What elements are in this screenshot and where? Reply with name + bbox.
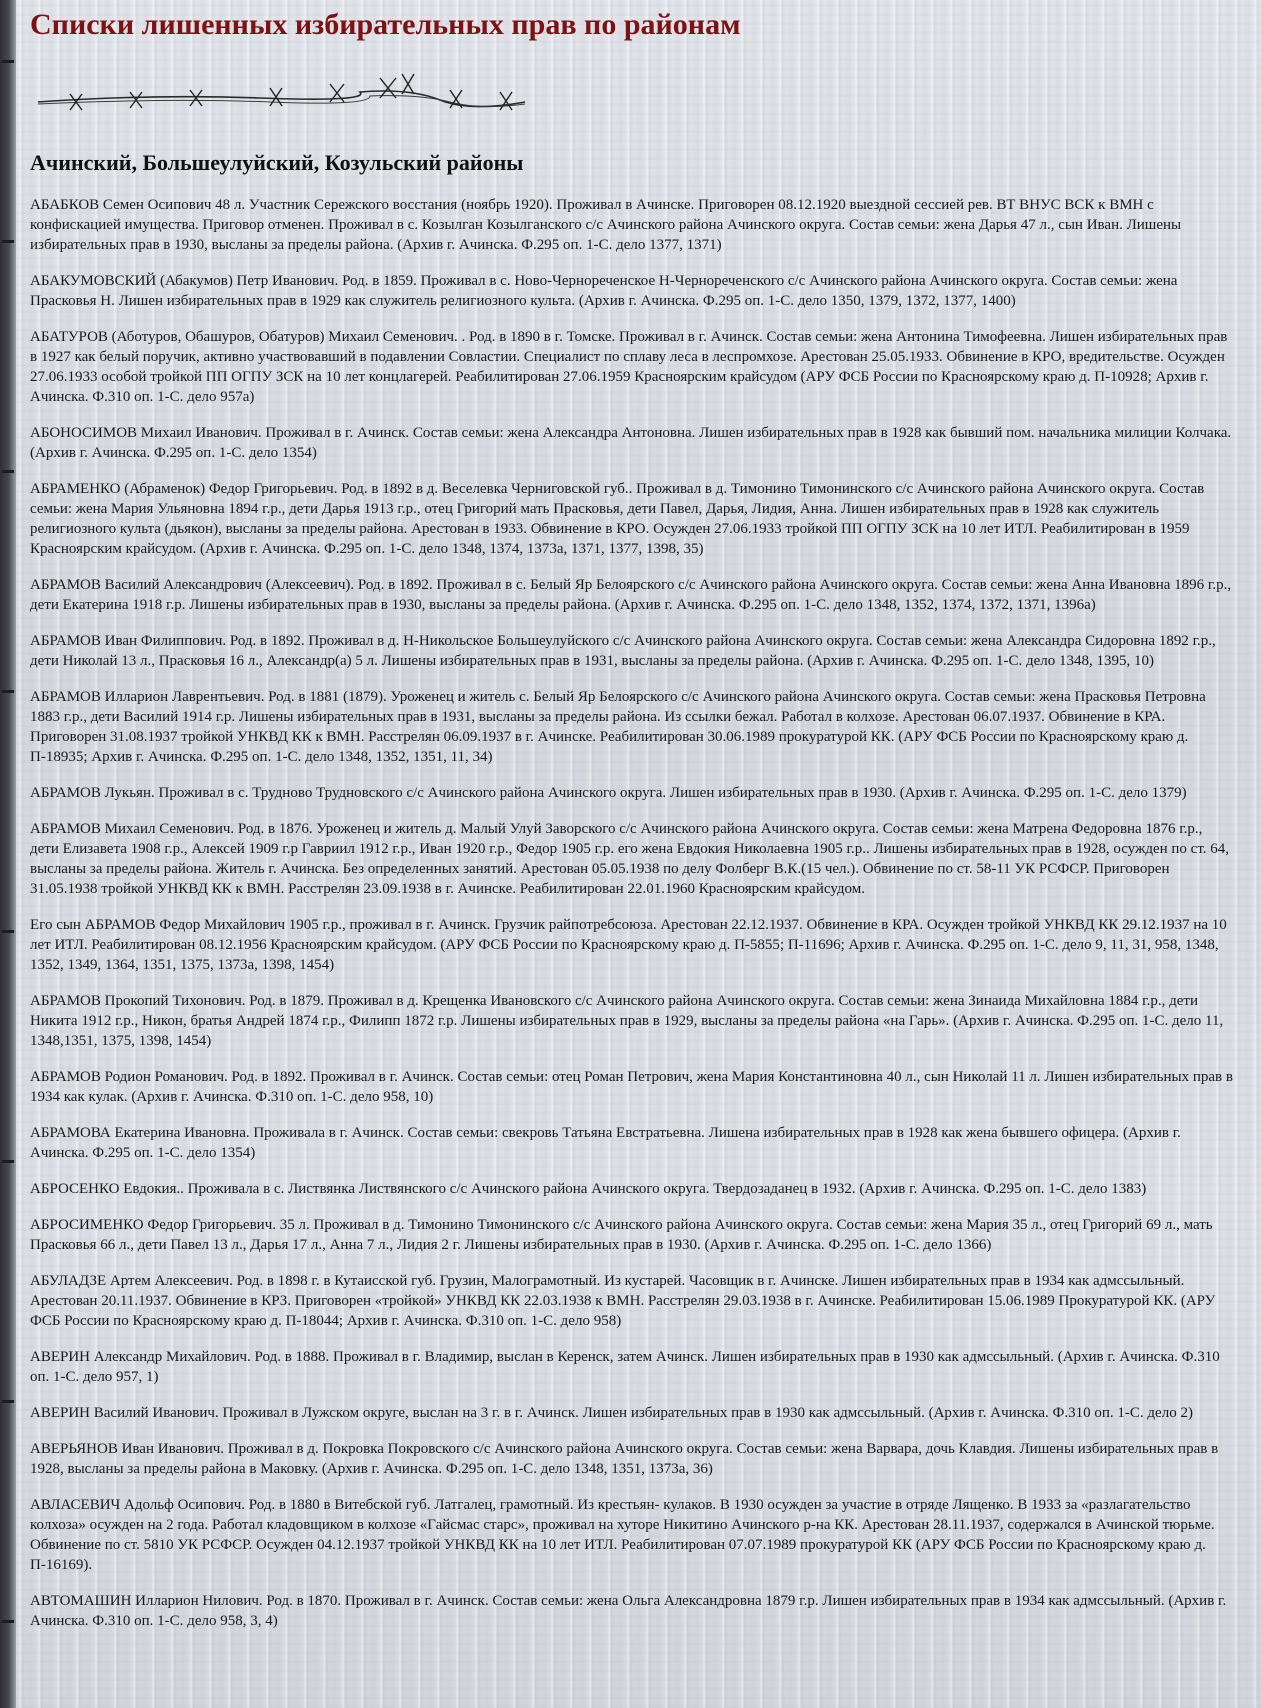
border-mark xyxy=(2,1400,14,1403)
list-item: АВЕРЬЯНОВ Иван Иванович. Проживал в д. Покровка Покровского с/с Ачинского района Ачинского округа. Состав семьи: жена Варвара, дочь Клавдия. Лишены избирательных прав в 1928, высланы за пределы района в Маковку. (Архив г. Ачинска. Ф.295 оп. 1-С. дело 1348, 1351, 1373а, 36) xyxy=(30,1441,1219,1477)
list-item: АВТОМАШИН Илларион Нилович. Род. в 1870. Проживал в г. Ачинск. Состав семьи: жена Ольга Александровна 1879 г.р. Лишен избирательных прав в 1934 как адмссыльный. (Архив г. Ачинска. Ф.310 оп. 1-С. дело 958, 3, 4) xyxy=(30,1593,1227,1629)
list-item: АБРАМОВ Родион Романович. Род. в 1892. Проживал в г. Ачинск. Состав семьи: отец Роман Петрович, жена Мария Константиновна 40 л., сын Николай 11 л. Лишен избирательных прав в 1934 как кулак. (Архив г. Ачинска. Ф.310 оп. 1-С. дело 958, 10) xyxy=(30,1069,1233,1105)
list-item: АБАТУРОВ (Аботуров, Обашуров, Обатуров) Михаил Семенович. . Род. в 1890 в г. Томске. Проживал в г. Ачинск. Состав семьи: жена Антонина Тимофеевна. Лишен избирательных прав в 1927 как белый поручик, активно участвовавший в подавлении Совластии. Специалист по сплаву леса в леспромхозе. Арестован 25.05.1933. Обвинение в КРО, вредительстве. Осужден 27.06.1933 особой тройкой ПП ОГПУ ЗСК на 10 лет концлагерей. Реабилитирован 27.06.1959 Красноярским крайсудом (АРУ ФСБ России по Красноярскому краю д. П-10928; Архив г. Ачинска. Ф.310 оп. 1-С. дело 957а) xyxy=(30,329,1228,405)
list-item: АБРАМЕНКО (Абраменок) Федор Григорьевич. Род. в 1892 в д. Веселевка Черниговской губ.. Проживал в д. Тимонино Тимонинского с/с Ачинского района Ачинского округа. Состав семьи: жена Мария Ульяновна 1894 г.р., дети Дарья 1913 г.р., отец Григорий мать Прасковья, дети Павел, Дарья, Лидия, Анна. Лишен избирательных прав в 1928 как служитель религиозного культа (дьякон), высланы за пределы района. Арестован в 1933. Обвинение в КРО. Осужден 27.06.1933 тройкой ПП ОГПУ ЗСК на 10 лет ИТЛ. Реабилитирован в 1959 Красноярским крайсудом. (Архив г. Ачинска. Ф.295 оп. 1-С. дело 1348, 1374, 1373а, 1371, 1377, 1398, 35) xyxy=(30,481,1205,557)
list-item: АБАКУМОВСКИЙ (Абакумов) Петр Иванович. Род. в 1859. Проживал в с. Ново-Чернореченское Н-Чернореченского с/с Ачинского района Ачинского округа. Состав семьи: жена Прасковья Н. Лишен избирательных прав в 1929 как служитель религиозного культа. (Архив г. Ачинска. Ф.295 оп. 1-С. дело 1350, 1379, 1372, 1377, 1400) xyxy=(30,273,1178,309)
list-item: АБРОСЕНКО Евдокия.. Проживала в с. Листвянка Листвянского с/с Ачинского района Ачинского округа. Твердозаданец в 1932. (Архив г. Ачинска. Ф.295 оп. 1-С. дело 1383) xyxy=(30,1181,1147,1197)
border-mark xyxy=(2,1620,14,1623)
list-item: АБОНОСИМОВ Михаил Иванович. Проживал в г. Ачинск. Состав семьи: жена Александра Антоновна. Лишен избирательных прав в 1928 как бывший пом. начальника милиции Колчака. (Архив г. Ачинска. Ф.295 оп. 1-С. дело 1354) xyxy=(30,425,1232,461)
list-item: АБРАМОВ Михаил Семенович. Род. в 1876. Уроженец и житель д. Малый Улуй Заворского с/с Ачинского района Ачинского округа. Состав семьи: жена Матрена Федоровна 1876 г.р., дети Елизавета 1908 г.р., Алексей 1909 г.р Гавриил 1912 г.р., Иван 1920 г.р., Федор 1905 г.р. его жена Евдокия Николаевна 1905 г.р.. Лишены избирательных прав в 1928, осужден по ст. 64, высланы за пределы района. Житель г. Ачинска. Без определенных занятий. Арестован 05.05.1938 по делу Фолберг В.К.(15 чел.). Обвинение по ст. 58-11 УК РСФСР. Приговорен 31.05.1938 тройкой УНКВД КК к ВМН. Расстрелян 23.09.1938 в г. Ачинске. Реабилитирован 22.01.1960 Красноярским крайсудом. xyxy=(30,821,1230,897)
list-item: АБРАМОВ Лукьян. Проживал в с. Трудново Трудновского с/с Ачинского района Ачинского округа. Лишен избирательных прав в 1930. (Архив г. Ачинска. Ф.295 оп. 1-С. дело 1379) xyxy=(30,785,1187,801)
list-item: АБРАМОВ Илларион Лаврентьевич. Род. в 1881 (1879). Уроженец и житель с. Белый Яр Белоярского с/с Ачинского района Ачинского округа. Состав семьи: жена Прасковья Петровна 1883 г.р., дети Василий 1914 г.р. Лишены избирательных прав в 1931, высланы за пределы района. Из ссылки бежал. Работал в колхозе. Арестован 06.07.1937. Обвинение в КРА. Приговорен 31.08.1937 тройкой УНКВД КК к ВМН. Расстрелян 06.09.1937 в г. Ачинске. Реабилитирован 30.06.1989 прокуратурой КК. (АРУ ФСБ России по Красноярскому краю д. П-18935; Архив г. Ачинска. Ф.295 оп. 1-С. дело 1348, 1352, 1351, 11, 34) xyxy=(30,689,1206,765)
entries-list xyxy=(30,195,1235,1647)
list-item: АБРАМОВ Прокопий Тихонович. Род. в 1879. Проживал в д. Крещенка Ивановского с/с Ачинского района Ачинского округа. Состав семьи: жена Зинаида Михайловна 1884 г.р., дети Никита 1912 г.р., Никон, братья Андрей 1874 г.р., Филипп 1872 г.р. Лишены избирательных прав в 1929, высланы за пределы района «на Гарь». (Архив г. Ачинска. Ф.295 оп. 1-С. дело 11, 1348,1351, 1375, 1398, 1454) xyxy=(30,993,1224,1049)
border-mark xyxy=(2,60,14,63)
list-item: Его сын АБРАМОВ Федор Михайлович 1905 г.р., проживал в г. Ачинск. Грузчик райпотребсоюза. Арестован 22.12.1937. Обвинение в КРА. Осужден тройкой УНКВД КК 29.12.1937 на 10 лет ИТЛ. Реабилитирован 08.12.1956 Красноярским крайсудом. (АРУ ФСБ России по Красноярскому краю д. П-5855; П-11696; Архив г. Ачинска. Ф.295 оп. 1-С. дело 9, 11, 31, 958, 1348, 1352, 1349, 1364, 1351, 1375, 1373а, 1398, 1454) xyxy=(30,917,1227,973)
list-item: АБРАМОВ Василий Александрович (Алексеевич). Род. в 1892. Проживал в с. Белый Яр Белоярского с/с Ачинского района Ачинского округа. Состав семьи: жена Анна Ивановна 1896 г.р., дети Екатерина 1918 г.р. Лишены избирательных прав в 1930, высланы за пределы района. (Архив г. Ачинска. Ф.295 оп. 1-С. дело 1348, 1352, 1374, 1372, 1371, 1396а) xyxy=(30,577,1232,613)
list-item: АБРАМОВА Екатерина Ивановна. Проживала в г. Ачинск. Состав семьи: свекровь Татьяна Евстратьевна. Лишена избирательных прав в 1928 как жена бывшего офицера. (Архив г. Ачинска. Ф.295 оп. 1-С. дело 1354) xyxy=(30,1125,1181,1161)
list-item: АВЛАСЕВИЧ Адольф Осипович. Род. в 1880 в Витебской губ. Латгалец, грамотный. Из крестьян- кулаков. В 1930 осужден за участие в отряде Лященко. В 1933 за «разлагательство колхоза» осужден на 2 года. Работал кладовщиком в колхозе «Гайсмас старс», проживал на хуторе Никитино Ачинского р-на КК. Арестован 28.11.1937, содержался в Ачинской тюрьме. Обвинение по ст. 5810 УК РСФСР. Осужден 04.12.1937 тройкой УНКВД КК на 10 лет ИТЛ. Реабилитирован 07.07.1989 прокуратурой КК (АРУ ФСБ России по Красноярскому краю д. П-16169). xyxy=(30,1497,1215,1573)
border-mark xyxy=(2,470,14,473)
barbed-wire-icon xyxy=(30,72,530,122)
list-item: АБУЛАДЗЕ Артем Алексеевич. Род. в 1898 г. в Кутаисской губ. Грузин, Малограмотный. Из кустарей. Часовщик в г. Ачинске. Лишен избирательных прав в 1934 как адмссыльный. Арестован 20.11.1937. Обвинение в КРЗ. Приговорен «тройкой» УНКВД КК 22.03.1938 к ВМН. Расстрелян 29.03.1938 в г. Ачинске. Реабилитирован 15.06.1989 Прокуратурой КК. (АРУ ФСБ России по Красноярскому краю д. П-18044; Архив г. Ачинска. Ф.310 оп. 1-С. дело 958) xyxy=(30,1273,1216,1329)
list-item: АБРАМОВ Иван Филиппович. Род. в 1892. Проживал в д. Н-Никольское Большеулуйского с/с Ачинского района Ачинского округа. Состав семьи: жена Александра Сидоровна 1892 г.р., дети Николай 13 л., Прасковья 16 л., Александр(а) 5 л. Лишены избирательных прав в 1931, высланы за пределы района. (Архив г. Ачинска. Ф.295 оп. 1-С. дело 1348, 1395, 10) xyxy=(30,633,1216,669)
list-item: АВЕРИН Василий Иванович. Проживал в Лужском округе, выслан на 3 г. в г. Ачинск. Лишен избирательных прав в 1930 как адмссыльный. (Архив г. Ачинска. Ф.310 оп. 1-С. дело 2) xyxy=(30,1405,1193,1421)
border-mark xyxy=(2,240,14,243)
page-title: Списки лишенных избирательных прав по районам xyxy=(30,8,741,41)
border-mark xyxy=(2,930,14,933)
border-mark xyxy=(2,690,14,693)
list-item: АБРОСИМЕНКО Федор Григорьевич. 35 л. Проживал в д. Тимонино Тимонинского с/с Ачинского района Ачинского округа. Состав семьи: жена Мария 35 л., отец Григорий 69 л., мать Прасковья 66 л., дети Павел 13 л., Дарья 17 л., Анна 7 л., Лидия 2 г. Лишены избирательных прав в 1930. (Архив г. Ачинска. Ф.295 оп. 1-С. дело 1366) xyxy=(30,1217,1213,1253)
list-item: АБАБКОВ Семен Осипович 48 л. Участник Сережского восстания (ноябрь 1920). Проживал в Ачинске. Приговорен 08.12.1920 выездной сессией рев. ВТ ВНУС ВСК к ВМН с конфискацией имущества. Приговор отменен. Проживал в с. Козылган Козылганского с/с Ачинского района Ачинского округа. Состав семьи: жена Дарья 47 л., сын Иван. Лишены избирательных прав в 1930, высланы за пределы района. (Архив г. Ачинска. Ф.295 оп. 1-С. дело 1377, 1371) xyxy=(30,197,1182,253)
list-item: АВЕРИН Александр Михайлович. Род. в 1888. Проживал в г. Владимир, выслан в Керенск, затем Ачинск. Лишен избирательных прав в 1930 как адмссыльный. (Архив г. Ачинска. Ф.310 оп. 1-С. дело 957, 1) xyxy=(30,1349,1220,1385)
left-border-strip xyxy=(0,0,16,1708)
section-title: Ачинский, Большеулуйский, Козульский районы xyxy=(30,150,524,175)
border-mark xyxy=(2,1160,14,1163)
